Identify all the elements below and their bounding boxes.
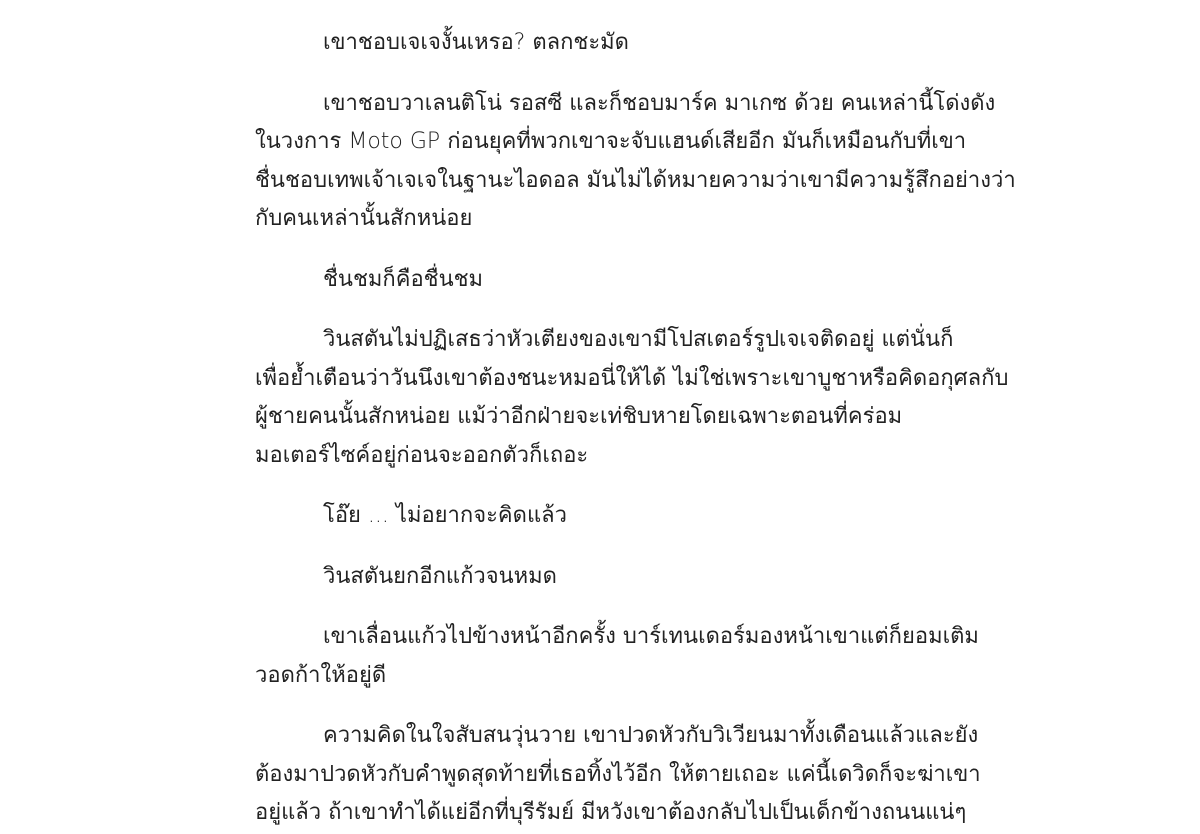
text-line: ชื่นชมก็คือชื่นชม — [323, 266, 484, 292]
text-line: วินสตันยกอีกแก้วจนหมด — [323, 563, 557, 589]
text-line: เขาชอบวาเลนติโน่ รอสซี และก็ชอบมาร์ค มาเกซ ด้วย คนเหล่านี้โด่งดัง — [323, 90, 996, 116]
text-line: โอ๊ย ... ไม่อยากจะคิดแล้ว — [323, 503, 567, 528]
paragraph — [255, 24, 950, 63]
paragraph — [255, 558, 950, 597]
text-line: วอดก้าให้อยู่ดี — [255, 662, 387, 688]
text-line: เพื่อย้ำเตือนว่าวันนึงเขาต้องชนะหมอนี่ให้ได้ ไม่ใช่เพราะเขาบูชาหรือคิดอกุศลกับ — [255, 365, 1009, 391]
text-line: ในวงการ Moto GP ก่อนยุคที่พวกเขาจะจับแฮนด์เสียอีก มันก็เหมือนกับที่เขา — [255, 129, 967, 154]
text-line: ผู้ชายคนนั้นสักหน่อย แม้ว่าอีกฝ่ายจะเท่ชิบหายโดยเฉพาะตอนที่คร่อม — [255, 404, 903, 429]
paragraph — [255, 85, 1016, 239]
paragraph — [255, 321, 1009, 475]
text-line: อยู่แล้ว ถ้าเขาทำได้แย่อีกที่บุรีรัมย์ มีหวังเขาต้องกลับไปเป็นเด็กข้างถนนแน่ๆ — [255, 800, 967, 825]
paragraph — [255, 717, 981, 833]
text-line: เขาชอบเจเจงั้นเหรอ? ตลกชะมัด — [323, 30, 629, 55]
story-text — [255, 24, 1016, 834]
paragraph — [255, 618, 979, 695]
text-line: ต้องมาปวดหัวกับคำพูดสุดท้ายที่เธอทิ้งไว้อีก ให้ตายเถอะ แค่นี้เดวิดก็จะฆ่าเขา — [255, 761, 981, 787]
text-line: ชื่นชอบเทพเจ้าเจเจในฐานะไอดอล มันไม่ได้หมายความว่าเขามีความรู้สึกอย่างว่า — [255, 167, 1016, 193]
paragraph — [255, 497, 950, 536]
text-line: กับคนเหล่านั้นสักหน่อย — [255, 206, 473, 231]
text-line: ความคิดในใจสับสนวุ่นวาย เขาปวดหัวกับวิเวียนมาทั้งเดือนแล้วและยัง — [323, 723, 979, 748]
paragraph — [255, 261, 950, 300]
text-line: เขาเลื่อนแก้วไปข้างหน้าอีกครั้ง บาร์เทนเดอร์มองหน้าเขาแต่ก็ยอมเติม — [323, 624, 979, 649]
text-line: วินสตันไม่ปฏิเสธว่าหัวเตียงของเขามีโปสเตอร์รูปเจเจติดอยู่ แต่นั่นก็ — [323, 327, 954, 352]
text-line: มอเตอร์ไซค์อยู่ก่อนจะออกตัวก็เถอะ — [255, 442, 589, 468]
